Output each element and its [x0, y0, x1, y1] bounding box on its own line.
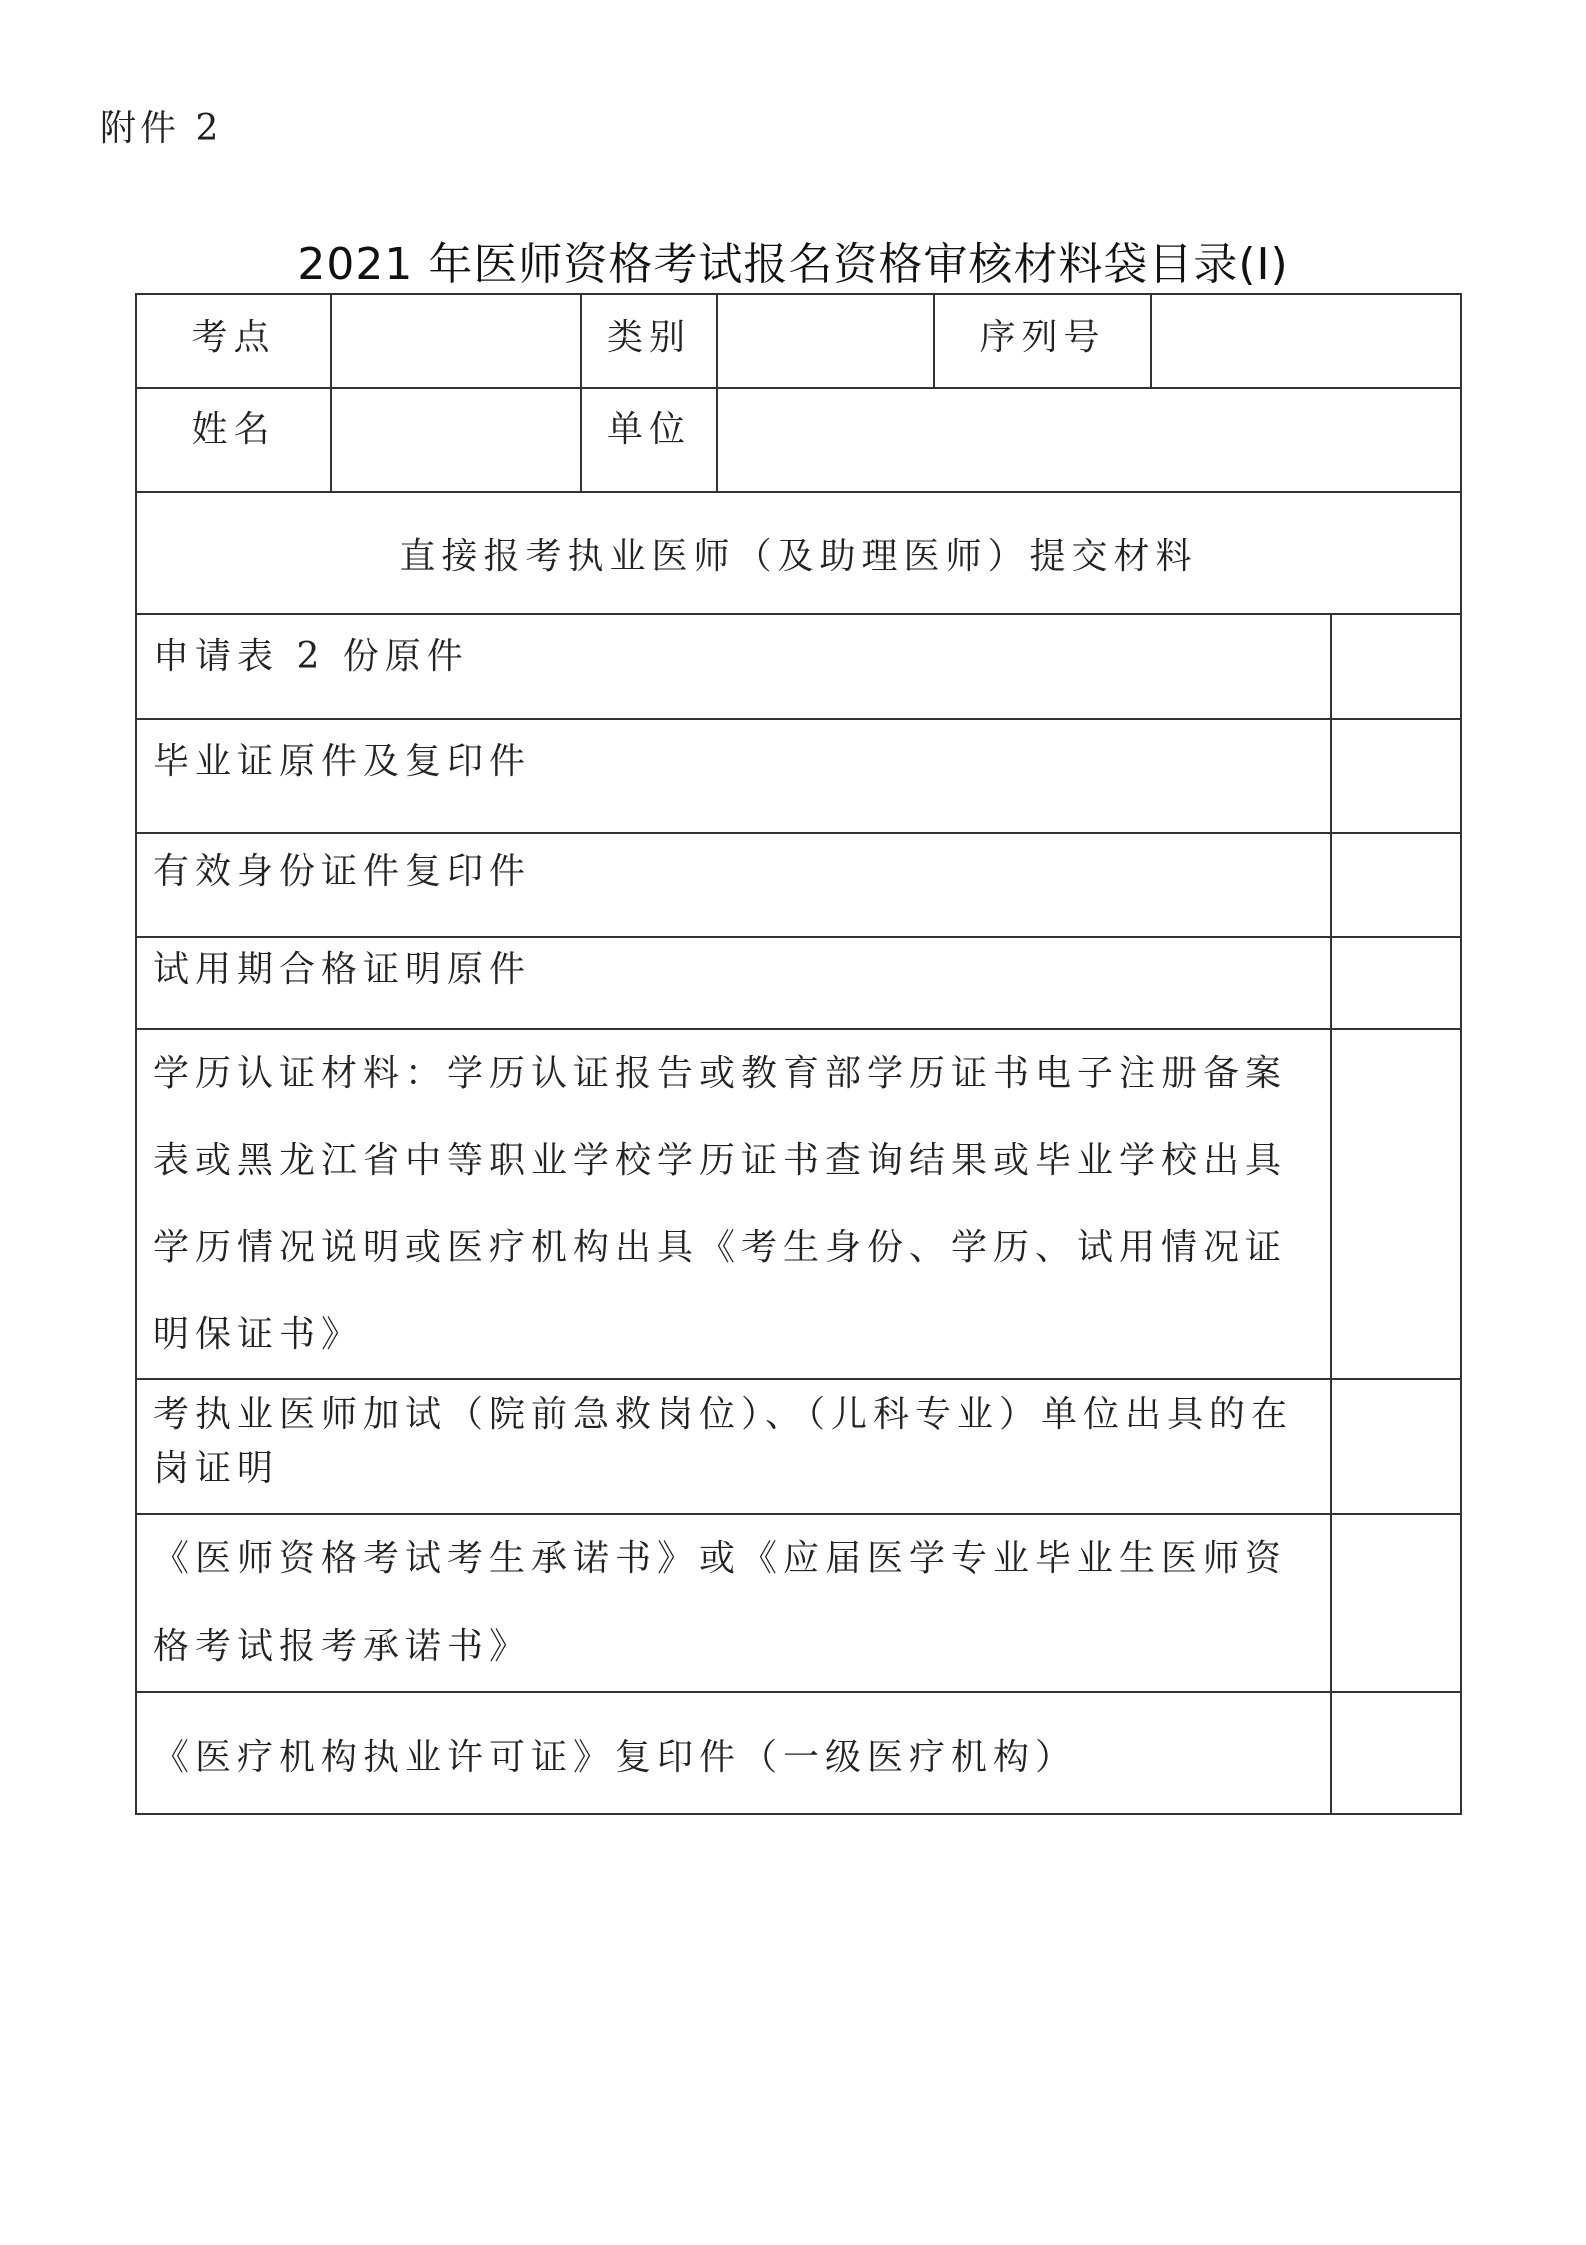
material-item-text: 《医疗机构执业许可证》复印件（一级医疗机构）	[136, 1692, 1331, 1814]
material-check-cell[interactable]	[1331, 833, 1461, 937]
material-check-cell[interactable]	[1331, 1514, 1461, 1692]
section-header-row	[136, 492, 1461, 614]
unit-field[interactable]	[717, 388, 1461, 492]
category-label: 类别	[581, 294, 717, 388]
serial-number-field[interactable]	[1151, 294, 1461, 388]
material-row	[136, 1029, 1461, 1379]
material-item-text: 毕业证原件及复印件	[136, 719, 1331, 833]
serial-number-label: 序列号	[934, 294, 1151, 388]
exam-site-label: 考点	[136, 294, 331, 388]
exam-site-field[interactable]	[331, 294, 581, 388]
material-row	[136, 833, 1461, 937]
material-item-text: 考执业医师加试（院前急救岗位）、（儿科专业）单位出具的在岗证明	[136, 1379, 1331, 1514]
material-item-text: 申请表 2 份原件	[136, 614, 1331, 719]
material-row	[136, 614, 1461, 719]
material-check-cell[interactable]	[1331, 614, 1461, 719]
material-check-cell[interactable]	[1331, 1029, 1461, 1379]
material-check-cell[interactable]	[1331, 719, 1461, 833]
material-row	[136, 1514, 1461, 1692]
material-check-cell[interactable]	[1331, 937, 1461, 1029]
header-row-1	[136, 294, 1461, 388]
material-item-text: 学历认证材料：学历认证报告或教育部学历证书电子注册备案表或黑龙江省中等职业学校学历证书查询结果或毕业学校出具学历情况说明或医疗机构出具《考生身份、学历、试用情况证明保证书》	[136, 1029, 1331, 1379]
materials-checklist-table	[135, 293, 1462, 1815]
unit-label: 单位	[581, 388, 717, 492]
material-item-text: 试用期合格证明原件	[136, 937, 1331, 1029]
material-row	[136, 937, 1461, 1029]
name-field[interactable]	[331, 388, 581, 492]
material-check-cell[interactable]	[1331, 1379, 1461, 1514]
attachment-label: 附件 2	[100, 108, 223, 149]
header-row-2	[136, 388, 1461, 492]
material-check-cell[interactable]	[1331, 1692, 1461, 1814]
material-row	[136, 1379, 1461, 1514]
section-title: 直接报考执业医师（及助理医师）提交材料	[136, 492, 1461, 614]
material-item-text: 《医师资格考试考生承诺书》或《应届医学专业毕业生医师资格考试报考承诺书》	[136, 1514, 1331, 1692]
category-field[interactable]	[717, 294, 934, 388]
material-row	[136, 1692, 1461, 1814]
material-item-text: 有效身份证件复印件	[136, 833, 1331, 937]
document-title: 2021 年医师资格考试报名资格审核材料袋目录(I)	[297, 239, 1289, 290]
name-label: 姓名	[136, 388, 331, 492]
material-row	[136, 719, 1461, 833]
